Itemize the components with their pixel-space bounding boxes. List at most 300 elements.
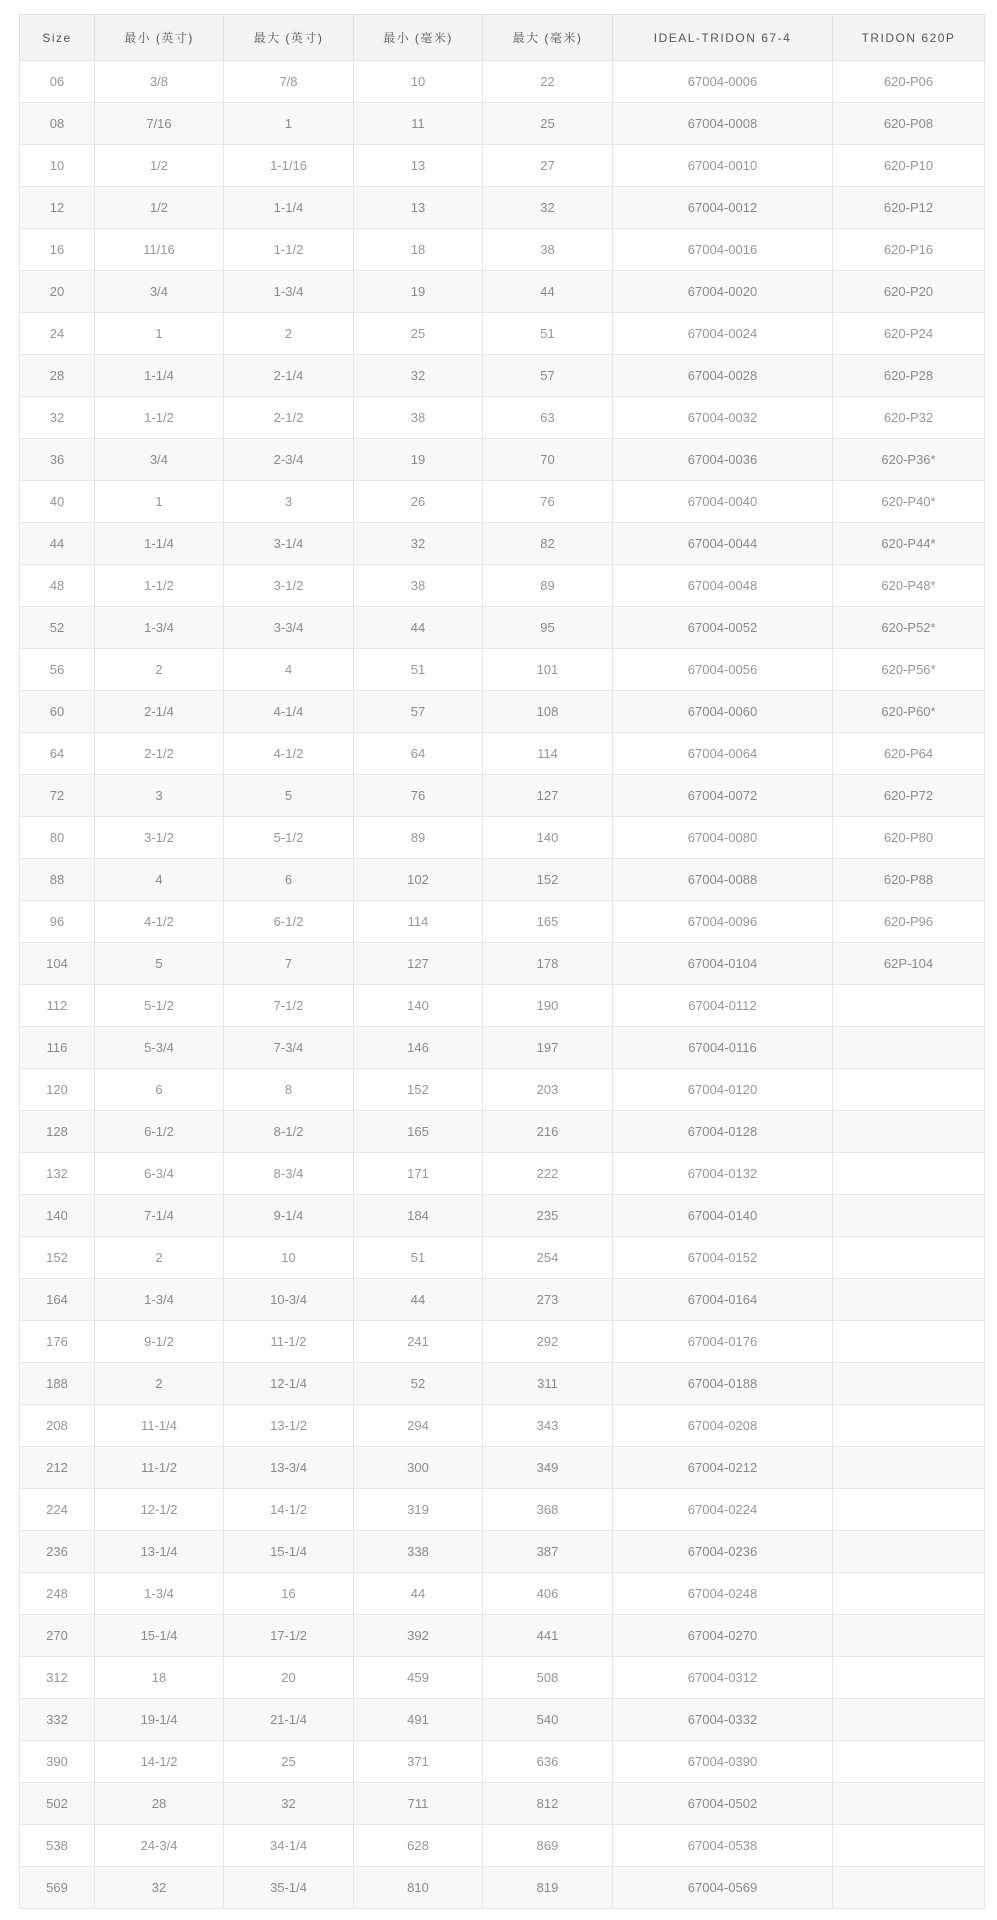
cell: 540 — [483, 1699, 613, 1741]
cell — [833, 1867, 985, 1909]
cell: 64 — [20, 733, 95, 775]
table-row — [20, 943, 985, 985]
cell: 270 — [20, 1615, 95, 1657]
cell: 165 — [483, 901, 613, 943]
table-row — [20, 1279, 985, 1321]
table-row — [20, 859, 985, 901]
cell: 6-1/2 — [95, 1111, 224, 1153]
table-row — [20, 1069, 985, 1111]
cell: 25 — [354, 313, 483, 355]
table-row — [20, 1657, 985, 1699]
cell: 8 — [224, 1069, 354, 1111]
cell: 3-1/2 — [95, 817, 224, 859]
cell: 67004-0176 — [613, 1321, 833, 1363]
cell: 368 — [483, 1489, 613, 1531]
cell: 569 — [20, 1867, 95, 1909]
cell: 620-P88 — [833, 859, 985, 901]
cell: 3 — [224, 481, 354, 523]
table-row — [20, 775, 985, 817]
table-row — [20, 103, 985, 145]
cell: 67004-0008 — [613, 103, 833, 145]
table-row — [20, 1531, 985, 1573]
cell: 18 — [354, 229, 483, 271]
table-row — [20, 271, 985, 313]
cell: 9-1/4 — [224, 1195, 354, 1237]
cell: 8-1/2 — [224, 1111, 354, 1153]
cell: 76 — [354, 775, 483, 817]
cell: 502 — [20, 1783, 95, 1825]
cell: 152 — [354, 1069, 483, 1111]
cell: 11-1/4 — [95, 1405, 224, 1447]
cell: 1-1/2 — [95, 397, 224, 439]
cell: 2 — [224, 313, 354, 355]
cell: 67004-0080 — [613, 817, 833, 859]
cell: 19 — [354, 271, 483, 313]
cell: 63 — [483, 397, 613, 439]
cell: 508 — [483, 1657, 613, 1699]
table-row — [20, 229, 985, 271]
table-row — [20, 1741, 985, 1783]
cell: 67004-0028 — [613, 355, 833, 397]
cell: 1-3/4 — [224, 271, 354, 313]
table-row — [20, 1027, 985, 1069]
cell: 11/16 — [95, 229, 224, 271]
cell: 67004-0236 — [613, 1531, 833, 1573]
cell: 67004-0270 — [613, 1615, 833, 1657]
cell: 35-1/4 — [224, 1867, 354, 1909]
cell: 67004-0010 — [613, 145, 833, 187]
cell — [833, 1615, 985, 1657]
cell: 620-P72 — [833, 775, 985, 817]
cell: 212 — [20, 1447, 95, 1489]
cell: 5-1/2 — [224, 817, 354, 859]
cell: 171 — [354, 1153, 483, 1195]
cell: 620-P20 — [833, 271, 985, 313]
cell: 67004-0502 — [613, 1783, 833, 1825]
cell: 236 — [20, 1531, 95, 1573]
cell: 21-1/4 — [224, 1699, 354, 1741]
cell: 22 — [483, 61, 613, 103]
cell: 19 — [354, 439, 483, 481]
cell: 67004-0096 — [613, 901, 833, 943]
cell: 406 — [483, 1573, 613, 1615]
cell: 5-1/2 — [95, 985, 224, 1027]
cell: 38 — [354, 565, 483, 607]
cell: 208 — [20, 1405, 95, 1447]
cell: 25 — [224, 1741, 354, 1783]
cell: 178 — [483, 943, 613, 985]
cell: 95 — [483, 607, 613, 649]
cell: 20 — [224, 1657, 354, 1699]
cell: 620-P12 — [833, 187, 985, 229]
cell: 349 — [483, 1447, 613, 1489]
cell: 06 — [20, 61, 95, 103]
table-row — [20, 985, 985, 1027]
table-row — [20, 1405, 985, 1447]
cell: 1-1/4 — [224, 187, 354, 229]
table-row — [20, 901, 985, 943]
cell: 343 — [483, 1405, 613, 1447]
table-row — [20, 481, 985, 523]
column-header-2: 最大 (英寸) — [224, 15, 354, 61]
cell: 7-1/4 — [95, 1195, 224, 1237]
cell: 08 — [20, 103, 95, 145]
cell: 67004-0224 — [613, 1489, 833, 1531]
cell: 152 — [20, 1237, 95, 1279]
cell: 51 — [354, 1237, 483, 1279]
cell: 810 — [354, 1867, 483, 1909]
cell: 628 — [354, 1825, 483, 1867]
cell: 11-1/2 — [95, 1447, 224, 1489]
cell: 2-1/2 — [95, 733, 224, 775]
cell — [833, 1699, 985, 1741]
cell: 57 — [483, 355, 613, 397]
cell: 128 — [20, 1111, 95, 1153]
cell — [833, 1405, 985, 1447]
cell: 203 — [483, 1069, 613, 1111]
cell: 620-P60* — [833, 691, 985, 733]
cell — [833, 1531, 985, 1573]
cell: 28 — [95, 1783, 224, 1825]
cell: 6-1/2 — [224, 901, 354, 943]
cell: 48 — [20, 565, 95, 607]
cell: 146 — [354, 1027, 483, 1069]
cell: 7-3/4 — [224, 1027, 354, 1069]
cell: 338 — [354, 1531, 483, 1573]
cell: 89 — [354, 817, 483, 859]
cell: 371 — [354, 1741, 483, 1783]
cell: 132 — [20, 1153, 95, 1195]
cell: 32 — [224, 1783, 354, 1825]
cell: 67004-0048 — [613, 565, 833, 607]
cell: 620-P96 — [833, 901, 985, 943]
cell: 10 — [224, 1237, 354, 1279]
cell: 67004-0064 — [613, 733, 833, 775]
cell: 10 — [354, 61, 483, 103]
cell: 3-1/4 — [224, 523, 354, 565]
cell: 812 — [483, 1783, 613, 1825]
column-header-3: 最小 (毫米) — [354, 15, 483, 61]
cell: 72 — [20, 775, 95, 817]
cell: 4-1/2 — [95, 901, 224, 943]
header-row — [20, 15, 985, 61]
cell: 10-3/4 — [224, 1279, 354, 1321]
cell: 19-1/4 — [95, 1699, 224, 1741]
cell: 2 — [95, 649, 224, 691]
cell: 44 — [354, 607, 483, 649]
cell: 6 — [95, 1069, 224, 1111]
cell: 67004-0036 — [613, 439, 833, 481]
cell: 7 — [224, 943, 354, 985]
cell: 1-1/4 — [95, 523, 224, 565]
cell: 392 — [354, 1615, 483, 1657]
cell: 620-P56* — [833, 649, 985, 691]
cell: 620-P40* — [833, 481, 985, 523]
table-row — [20, 187, 985, 229]
table-row — [20, 1573, 985, 1615]
cell: 44 — [354, 1279, 483, 1321]
cell: 1-3/4 — [95, 1573, 224, 1615]
cell: 67004-0032 — [613, 397, 833, 439]
cell — [833, 1279, 985, 1321]
cell: 20 — [20, 271, 95, 313]
table-row — [20, 1237, 985, 1279]
cell: 4-1/2 — [224, 733, 354, 775]
column-header-6: TRIDON 620P — [833, 15, 985, 61]
cell: 67004-0164 — [613, 1279, 833, 1321]
table-row — [20, 1615, 985, 1657]
cell: 89 — [483, 565, 613, 607]
cell: 40 — [20, 481, 95, 523]
cell: 28 — [20, 355, 95, 397]
cell — [833, 1741, 985, 1783]
cell: 387 — [483, 1531, 613, 1573]
table-row — [20, 145, 985, 187]
cell: 319 — [354, 1489, 483, 1531]
cell: 32 — [95, 1867, 224, 1909]
cell: 62P-104 — [833, 943, 985, 985]
cell: 2 — [95, 1363, 224, 1405]
cell: 67004-0312 — [613, 1657, 833, 1699]
cell: 82 — [483, 523, 613, 565]
cell: 67004-0060 — [613, 691, 833, 733]
cell: 114 — [354, 901, 483, 943]
table-row — [20, 607, 985, 649]
cell: 67004-0088 — [613, 859, 833, 901]
cell: 67004-0040 — [613, 481, 833, 523]
cell: 620-P16 — [833, 229, 985, 271]
cell: 620-P44* — [833, 523, 985, 565]
cell: 292 — [483, 1321, 613, 1363]
cell: 1-3/4 — [95, 607, 224, 649]
cell: 7-1/2 — [224, 985, 354, 1027]
cell: 114 — [483, 733, 613, 775]
cell: 27 — [483, 145, 613, 187]
cell: 459 — [354, 1657, 483, 1699]
cell: 108 — [483, 691, 613, 733]
cell: 3/4 — [95, 439, 224, 481]
column-header-0: Size — [20, 15, 95, 61]
cell: 102 — [354, 859, 483, 901]
table-row — [20, 1867, 985, 1909]
cell: 620-P06 — [833, 61, 985, 103]
cell: 12-1/4 — [224, 1363, 354, 1405]
cell: 67004-0390 — [613, 1741, 833, 1783]
cell: 57 — [354, 691, 483, 733]
cell: 9-1/2 — [95, 1321, 224, 1363]
table-row — [20, 1447, 985, 1489]
cell: 1/2 — [95, 145, 224, 187]
cell: 67004-0332 — [613, 1699, 833, 1741]
cell: 197 — [483, 1027, 613, 1069]
table-row — [20, 523, 985, 565]
cell: 14-1/2 — [224, 1489, 354, 1531]
cell: 332 — [20, 1699, 95, 1741]
cell: 34-1/4 — [224, 1825, 354, 1867]
cell: 312 — [20, 1657, 95, 1699]
cell: 67004-0052 — [613, 607, 833, 649]
cell: 224 — [20, 1489, 95, 1531]
cell: 67004-0006 — [613, 61, 833, 103]
cell: 1-1/4 — [95, 355, 224, 397]
cell — [833, 1195, 985, 1237]
cell: 18 — [95, 1657, 224, 1699]
cell: 1-3/4 — [95, 1279, 224, 1321]
cell: 1-1/2 — [224, 229, 354, 271]
cell: 104 — [20, 943, 95, 985]
cell: 16 — [20, 229, 95, 271]
cell: 67004-0248 — [613, 1573, 833, 1615]
table-row — [20, 1195, 985, 1237]
cell: 7/8 — [224, 61, 354, 103]
table-body — [20, 61, 985, 1909]
cell: 11-1/2 — [224, 1321, 354, 1363]
cell: 16 — [224, 1573, 354, 1615]
cell: 441 — [483, 1615, 613, 1657]
cell: 24 — [20, 313, 95, 355]
cell: 38 — [483, 229, 613, 271]
size-chart — [19, 14, 985, 1909]
cell: 67004-0056 — [613, 649, 833, 691]
cell: 294 — [354, 1405, 483, 1447]
cell: 222 — [483, 1153, 613, 1195]
cell: 5-3/4 — [95, 1027, 224, 1069]
cell: 620-P32 — [833, 397, 985, 439]
cell: 26 — [354, 481, 483, 523]
cell: 67004-0012 — [613, 187, 833, 229]
cell — [833, 1573, 985, 1615]
cell: 620-P52* — [833, 607, 985, 649]
cell: 80 — [20, 817, 95, 859]
table-row — [20, 1321, 985, 1363]
cell: 300 — [354, 1447, 483, 1489]
table-row — [20, 733, 985, 775]
cell: 248 — [20, 1573, 95, 1615]
cell: 67004-0072 — [613, 775, 833, 817]
cell — [833, 1363, 985, 1405]
cell: 67004-0112 — [613, 985, 833, 1027]
cell — [833, 1447, 985, 1489]
cell: 15-1/4 — [95, 1615, 224, 1657]
cell: 64 — [354, 733, 483, 775]
cell: 67004-0120 — [613, 1069, 833, 1111]
cell: 273 — [483, 1279, 613, 1321]
cell: 44 — [20, 523, 95, 565]
table-row — [20, 1489, 985, 1531]
cell: 1 — [224, 103, 354, 145]
cell: 67004-0188 — [613, 1363, 833, 1405]
cell: 112 — [20, 985, 95, 1027]
cell: 11 — [354, 103, 483, 145]
cell: 5 — [224, 775, 354, 817]
cell: 67004-0152 — [613, 1237, 833, 1279]
cell: 188 — [20, 1363, 95, 1405]
cell: 3/8 — [95, 61, 224, 103]
cell: 1-1/16 — [224, 145, 354, 187]
cell: 24-3/4 — [95, 1825, 224, 1867]
table-row — [20, 691, 985, 733]
table-row — [20, 1153, 985, 1195]
cell: 14-1/2 — [95, 1741, 224, 1783]
column-header-5: IDEAL-TRIDON 67-4 — [613, 15, 833, 61]
cell: 70 — [483, 439, 613, 481]
cell: 13-3/4 — [224, 1447, 354, 1489]
cell: 538 — [20, 1825, 95, 1867]
table-row — [20, 649, 985, 691]
cell: 96 — [20, 901, 95, 943]
cell: 2-1/2 — [224, 397, 354, 439]
table-row — [20, 565, 985, 607]
column-header-4: 最大 (毫米) — [483, 15, 613, 61]
cell: 4-1/4 — [224, 691, 354, 733]
table-row — [20, 1363, 985, 1405]
cell — [833, 1489, 985, 1531]
cell: 36 — [20, 439, 95, 481]
cell: 67004-0024 — [613, 313, 833, 355]
cell: 140 — [20, 1195, 95, 1237]
table-row — [20, 1783, 985, 1825]
cell: 6-3/4 — [95, 1153, 224, 1195]
cell: 15-1/4 — [224, 1531, 354, 1573]
cell: 51 — [483, 313, 613, 355]
cell: 152 — [483, 859, 613, 901]
size-chart-table — [19, 14, 984, 1909]
table-row — [20, 1699, 985, 1741]
cell: 1-1/2 — [95, 565, 224, 607]
cell: 1 — [95, 313, 224, 355]
table-row — [20, 1111, 985, 1153]
cell: 32 — [20, 397, 95, 439]
cell: 13-1/4 — [95, 1531, 224, 1573]
cell: 116 — [20, 1027, 95, 1069]
cell: 2-1/4 — [224, 355, 354, 397]
cell: 12 — [20, 187, 95, 229]
cell: 164 — [20, 1279, 95, 1321]
cell: 711 — [354, 1783, 483, 1825]
cell: 67004-0044 — [613, 523, 833, 565]
cell: 13-1/2 — [224, 1405, 354, 1447]
cell: 620-P10 — [833, 145, 985, 187]
cell: 76 — [483, 481, 613, 523]
table-row — [20, 355, 985, 397]
cell: 3 — [95, 775, 224, 817]
cell: 620-P24 — [833, 313, 985, 355]
cell: 32 — [354, 355, 483, 397]
cell: 4 — [95, 859, 224, 901]
cell: 67004-0116 — [613, 1027, 833, 1069]
cell: 44 — [354, 1573, 483, 1615]
cell: 67004-0132 — [613, 1153, 833, 1195]
cell: 636 — [483, 1741, 613, 1783]
cell: 3-1/2 — [224, 565, 354, 607]
cell: 56 — [20, 649, 95, 691]
cell: 1 — [95, 481, 224, 523]
cell: 88 — [20, 859, 95, 901]
cell: 620-P64 — [833, 733, 985, 775]
cell: 101 — [483, 649, 613, 691]
cell — [833, 1153, 985, 1195]
cell: 67004-0128 — [613, 1111, 833, 1153]
cell: 5 — [95, 943, 224, 985]
cell: 254 — [483, 1237, 613, 1279]
cell — [833, 1321, 985, 1363]
cell: 311 — [483, 1363, 613, 1405]
cell: 52 — [354, 1363, 483, 1405]
cell — [833, 1111, 985, 1153]
cell: 51 — [354, 649, 483, 691]
cell: 2-3/4 — [224, 439, 354, 481]
cell: 8-3/4 — [224, 1153, 354, 1195]
